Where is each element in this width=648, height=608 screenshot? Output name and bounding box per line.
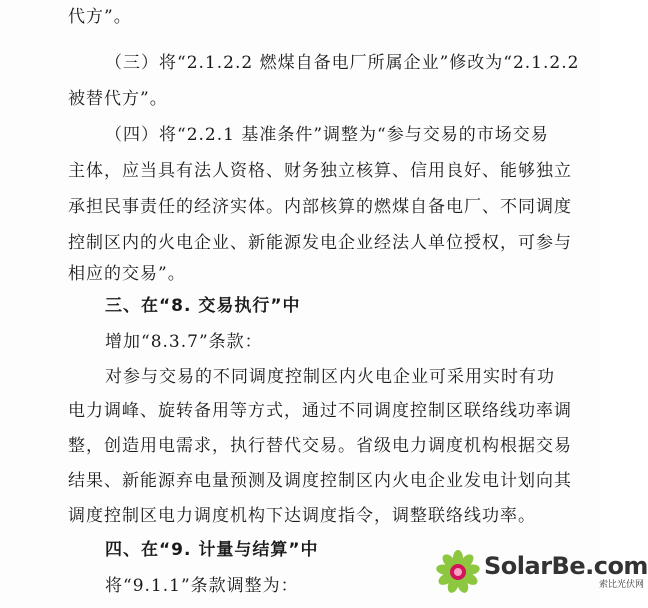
text-line-17: 将“9.1.1”条款调整为： <box>105 576 299 596</box>
watermark-subtitle: 索比光伏网 <box>598 580 644 590</box>
text-line-5: 主体，应当具有法人资格、财务独立核算、信用良好、能够独立 <box>68 161 572 181</box>
text-line-15: 调度控制区电力调度机构下达调度指令，调整联络线功率。 <box>68 506 536 526</box>
section-heading-4: 四、在“9. 计量与结算”中 <box>105 540 319 560</box>
text-line-3: 被替代方”。 <box>68 89 168 109</box>
text-line-7: 控制区内的火电企业、新能源发电企业经法人单位授权，可参与 <box>68 233 572 253</box>
watermark-brand: SolarBe.com <box>484 552 648 580</box>
watermark-text <box>484 553 648 591</box>
text-line-4: （四）将“2.2.1 基准条件”调整为“参与交易的市场交易 <box>105 125 549 145</box>
text-line-12: 电力调峰、旋转备用等方式，通过不同调度控制区联络线功率调 <box>68 401 572 421</box>
text-line-14: 结果、新能源弃电量预测及调度控制区内火电企业发电计划向其 <box>68 471 572 491</box>
sunflower-icon <box>434 548 482 596</box>
text-line-6: 承担民事责任的经济实体。内部核算的燃煤自备电厂、不同调度 <box>68 197 572 217</box>
text-line-13: 整，创造用电需求，执行替代交易。省级电力调度机构根据交易 <box>68 436 572 456</box>
section-heading-3: 三、在“8. 交易执行”中 <box>105 296 301 316</box>
text-line-11: 对参与交易的不同调度控制区内火电企业可采用实时有功 <box>105 367 555 387</box>
text-line-10: 增加“8.3.7”条款： <box>105 332 263 352</box>
text-line-8: 相应的交易”。 <box>68 264 186 284</box>
solarbe-watermark <box>434 544 648 600</box>
text-line-2: （三）将“2.1.2.2 燃煤自备电厂所属企业”修改为“2.1.2.2 <box>105 53 580 73</box>
text-line-1: 代方”。 <box>68 7 132 27</box>
